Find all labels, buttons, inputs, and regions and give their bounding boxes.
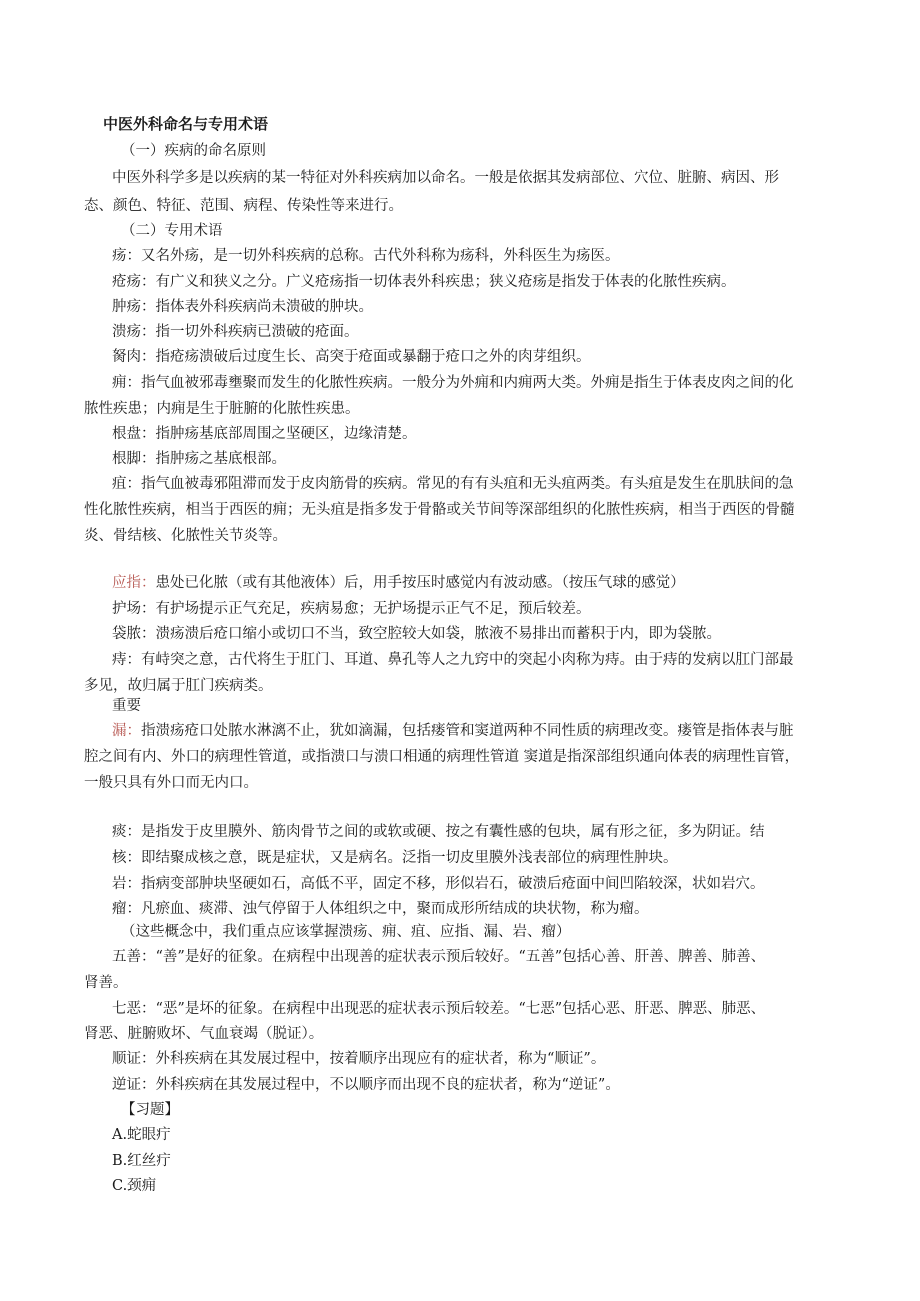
section-heading-naming: （一）疾病的命名原则 (121, 143, 266, 159)
term-wushan-line-2: 肾善。 (84, 975, 128, 991)
term-ju-line-2: 性化脓性疾病，相当于西医的痈；无头疽是指多发于骨骼或关节间等深部组织的化脓性疾病，相当于西医的骨髓 (84, 502, 795, 518)
term-yingzhi-label: 应指： (112, 575, 156, 591)
term-lou-line-3: 一般只具有外口而无内口。 (84, 775, 258, 791)
term-genpan: 根盘：指肿疡基底部周围之坚硬区，边缘清楚。 (112, 426, 417, 442)
exercise-heading: 【习题】 (121, 1102, 179, 1118)
key-concepts-note: （这些概念中，我们重点应该掌握溃疡、痈、疽、应指、漏、岩、瘤） (121, 924, 571, 940)
term-ju-line-1: 疽：指气血被毒邪阻滞而发于皮肉筋骨的疾病。常见的有有头疽和无头疽两类。有头疽是发生在肌肤间的急 (112, 476, 794, 492)
term-yan: 岩：指病变部肿块坚硬如石，高低不平，固定不移，形似岩石，破溃后疮面中间凹陷较深，状如岩穴。 (112, 876, 765, 892)
term-qie-line-2: 肾恶、脏腑败坏、气血衰竭（脱证）。 (84, 1026, 324, 1042)
term-tan: 痰：是指发于皮里膜外、筋肉骨节之间的或软或硬、按之有囊性感的包块，属有形之征，多为阴证。结 (112, 824, 765, 840)
exercise-option-b: B.红丝疔 (112, 1153, 171, 1169)
exercise-option-a: A.蛇眼疔 (112, 1127, 171, 1143)
term-lou-line-1 (112, 721, 794, 741)
term-yingzhi (112, 573, 685, 593)
term-zhongyang: 肿疡：指体表外科疾病尚未溃破的肿块。 (112, 299, 373, 315)
naming-principle-line-1: 中医外科学多是以疾病的某一特征对外科疾病加以命名。一般是依据其发病部位、穴位、脏腑、病因、形 (112, 170, 779, 186)
term-lou-text-1: 指溃疡疮口处脓水淋漓不止，犹如滴漏，包括瘘管和窦道两种不同性质的病理改变。瘘管是指体表与脏 (141, 723, 794, 739)
exercise-option-c: C.颈痈 (112, 1178, 157, 1194)
term-liu: 瘤：凡瘀血、痰滞、浊气停留于人体组织之中，聚而成形所结成的块状物，称为瘤。 (112, 901, 649, 917)
term-yong-line-2: 脓性疾患；内痈是生于脏腑的化脓性疾患。 (84, 401, 360, 417)
important-label: 重要 (112, 698, 141, 714)
term-shunzheng: 顺证：外科疾病在其发展过程中，按着顺序出现应有的症状者，称为“顺证”。 (112, 1051, 606, 1067)
term-lou-line-2: 腔之间有内、外口的病理性管道，或指溃口与溃口相通的病理性管道 窦道是指深部组织通向体表的病理性盲管， (84, 749, 800, 765)
term-he: 核：即结聚成核之意，既是症状，又是病名。泛指一切皮里膜外浅表部位的病理性肿块。 (112, 850, 678, 866)
term-lou-label: 漏： (112, 723, 141, 739)
document-title: 中医外科命名与专用术语 (103, 115, 269, 133)
term-wushan-line-1: 五善：“善”是好的征象。在病程中出现善的症状表示预后较好。“五善”包括心善、肝善、脾善、肺善、 (112, 949, 766, 965)
term-chuangyang: 疮疡：有广义和狭义之分。广义疮疡指一切体表外科疾患；狭义疮疡是指发于体表的化脓性疾病。 (112, 274, 736, 290)
term-daino: 袋脓：溃疡溃后疮口缩小或切口不当，致空腔较大如袋，脓液不易排出而蓄积于内，即为袋脓。 (112, 626, 721, 642)
term-kuiyang: 溃疡：指一切外科疾病已溃破的疮面。 (112, 324, 359, 340)
term-yong-line-1: 痈：指气血被邪毒壅聚而发生的化脓性疾病。一般分为外痈和内痈两大类。外痈是指生于体表皮肉之间的化 (112, 375, 794, 391)
term-huchang: 护场：有护场提示正气充足，疾病易愈；无护场提示正气不足，预后较差。 (112, 601, 591, 617)
term-nizheng: 逆证：外科疾病在其发展过程中，不以顺序而出现不良的症状者，称为“逆证”。 (112, 1077, 620, 1093)
term-zhi-line-1: 痔：有峙突之意，古代将生于肛门、耳道、鼻孔等人之九窍中的突起小肉称为痔。由于痔的发病以肛门部最 (112, 652, 794, 668)
term-genjiao: 根脚：指肿疡之基底根部。 (112, 451, 286, 467)
naming-principle-line-2: 态、颜色、特征、范围、病程、传染性等来进行。 (84, 198, 403, 214)
section-heading-terms: （二）专用术语 (121, 223, 223, 239)
term-yang: 疡：又名外疡，是一切外科疾病的总称。古代外科称为疡科，外科医生为疡医。 (112, 248, 620, 264)
term-ju-line-3: 炎、骨结核、化脓性关节炎等。 (84, 528, 287, 544)
term-zhi-line-2: 多见，故归属于肛门疾病类。 (84, 678, 273, 694)
term-yourou: 胬肉：指疮疡溃破后过度生长、高突于疮面或暴翻于疮口之外的肉芽组织。 (112, 349, 591, 365)
term-yingzhi-text: 患处已化脓（或有其他液体）后，用手按压时感觉内有波动感。（按压气球的感觉） (155, 575, 685, 591)
term-qie-line-1: 七恶：“恶”是坏的征象。在病程中出现恶的症状表示预后较差。“七恶”包括心恶、肝恶、脾恶、肺恶、 (112, 1001, 766, 1017)
